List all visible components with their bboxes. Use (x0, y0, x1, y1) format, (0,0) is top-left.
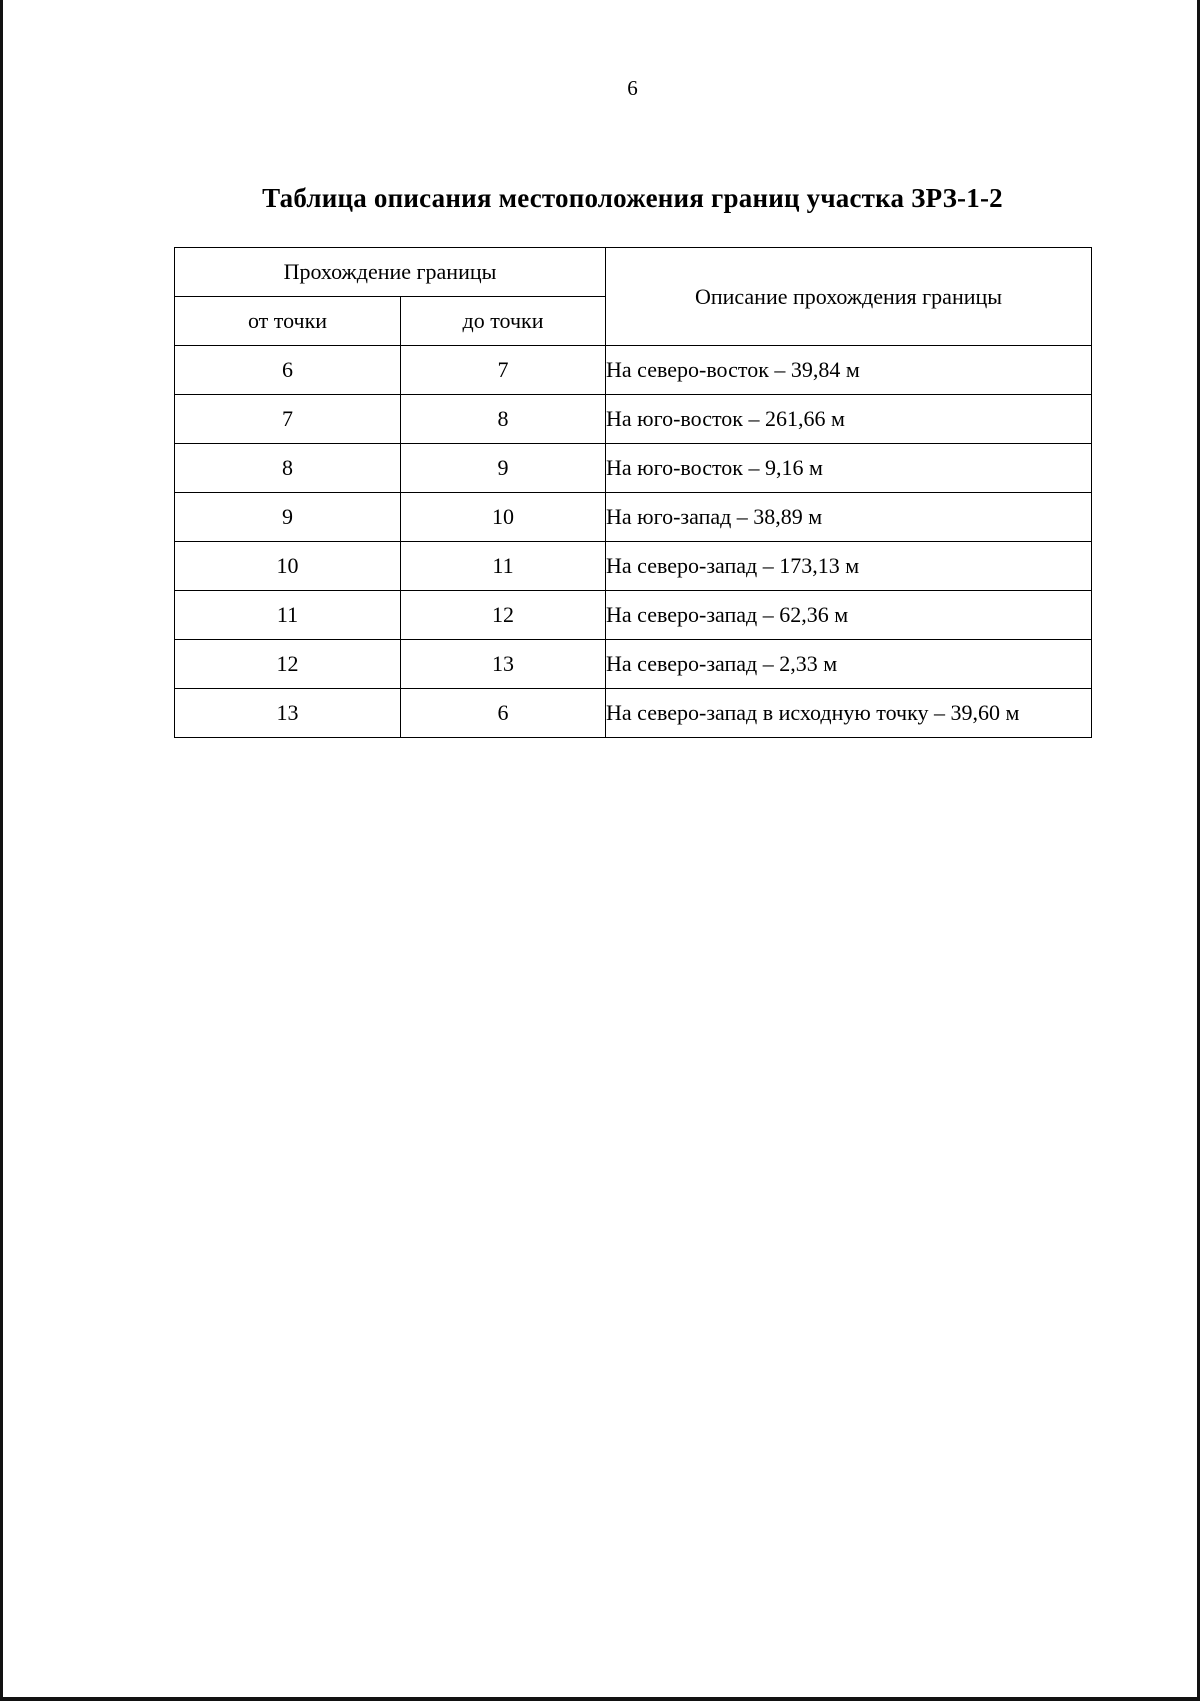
table-row (175, 395, 1092, 444)
page-title: Таблица описания местоположения границ участка ЗРЗ-1-2 (262, 183, 1003, 213)
cell-to: 12 (401, 591, 606, 640)
cell-to: 9 (401, 444, 606, 493)
header-to-point: до точки (401, 297, 606, 346)
header-boundary-passage: Прохождение границы (175, 248, 606, 297)
cell-from: 12 (175, 640, 401, 689)
page-number: 6 (627, 76, 638, 100)
boundary-table (174, 247, 1092, 738)
cell-to: 10 (401, 493, 606, 542)
table-row (175, 542, 1092, 591)
cell-to: 7 (401, 346, 606, 395)
cell-description: На юго-восток – 261,66 м (606, 395, 1092, 444)
scan-edge-bottom (0, 1697, 1200, 1701)
table-row (175, 591, 1092, 640)
table-header-row (175, 248, 1092, 297)
cell-from: 8 (175, 444, 401, 493)
cell-from: 7 (175, 395, 401, 444)
table-row (175, 346, 1092, 395)
cell-to: 13 (401, 640, 606, 689)
cell-description: На северо-запад в исходную точку – 39,60 м (606, 689, 1092, 738)
cell-to: 8 (401, 395, 606, 444)
header-from-point: от точки (175, 297, 401, 346)
cell-description: На юго-восток – 9,16 м (606, 444, 1092, 493)
cell-from: 11 (175, 591, 401, 640)
table-row (175, 444, 1092, 493)
table-row (175, 689, 1092, 738)
cell-from: 6 (175, 346, 401, 395)
header-boundary-description: Описание прохождения границы (606, 248, 1092, 346)
cell-from: 9 (175, 493, 401, 542)
cell-from: 10 (175, 542, 401, 591)
cell-description: На юго-запад – 38,89 м (606, 493, 1092, 542)
cell-description: На северо-запад – 62,36 м (606, 591, 1092, 640)
table-row (175, 493, 1092, 542)
scan-edge-left (0, 0, 3, 1701)
cell-description: На северо-запад – 173,13 м (606, 542, 1092, 591)
table-row (175, 640, 1092, 689)
cell-from: 13 (175, 689, 401, 738)
cell-description: На северо-восток – 39,84 м (606, 346, 1092, 395)
cell-to: 6 (401, 689, 606, 738)
cell-description: На северо-запад – 2,33 м (606, 640, 1092, 689)
cell-to: 11 (401, 542, 606, 591)
